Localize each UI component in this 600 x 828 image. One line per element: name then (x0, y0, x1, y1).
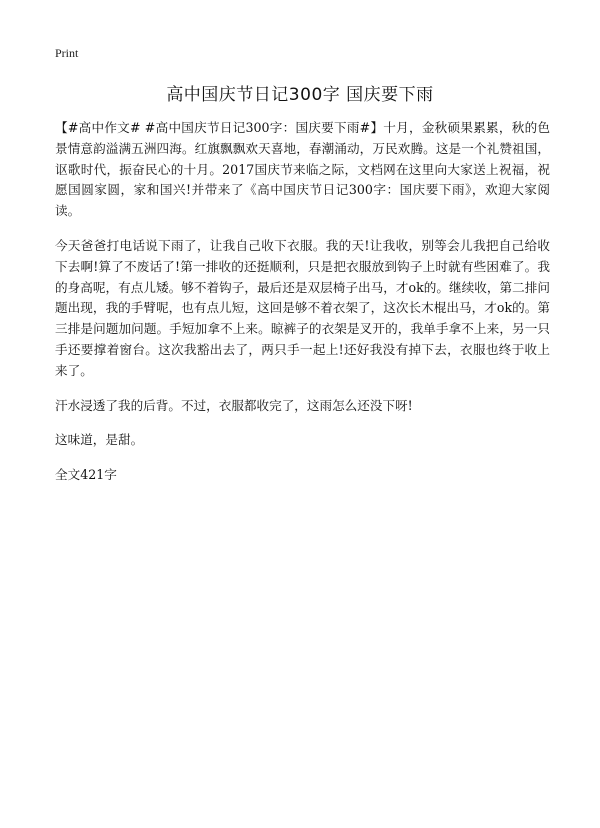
article-body (55, 118, 550, 500)
print-label: Print (55, 46, 79, 60)
intro-paragraph: 【#高中作文# #高中国庆节日记300字：国庆要下雨#】十月，金秋硕果累累，秋的色景情意韵溢满五洲四海。红旗飘飘欢天喜地，春潮涌动，万民欢腾。这是一个礼赞祖国，讴歌时代，振奋民心的十月。2017国庆节来临之际，文档网在这里向大家送上祝福，祝愿国圆家圆，家和国兴!并带来了《高中国庆节日记300字：国庆要下雨》，欢迎大家阅读。 (55, 120, 550, 219)
sweat-paragraph: 汗水浸透了我的后背。不过，衣服都收完了，这雨怎么还没下呀! (55, 397, 413, 413)
taste-paragraph: 这味道，是甜。 (55, 432, 144, 448)
page-title: 高中国庆节日记300字 国庆要下雨 (166, 85, 434, 105)
story-paragraph: 今天爸爸打电话说下雨了，让我自己收下衣服。我的天!让我收，别等会儿我把自己给收下去啊!算了不废话了!第一排收的还挺顺利，只是把衣服放到钩子上时就有些困难了。我的身高呢，有点儿矮。够不着钩子，最后还是双层椅子出马，才ok的。继续收，第二排问题出现，我的手臂呢，也有点儿短，这回是够不着衣架了，这次长木棍出马，才ok的。第三排是问题加问题。手短加拿不上来。晾裤子的衣架是叉开的，我单手拿不上来，另一只手还要撑着窗台。这次我豁出去了，两只手一起上!还好我没有掉下去，衣服也终于收上来了。 (55, 237, 550, 378)
word-count: 全文421字 (55, 467, 117, 483)
